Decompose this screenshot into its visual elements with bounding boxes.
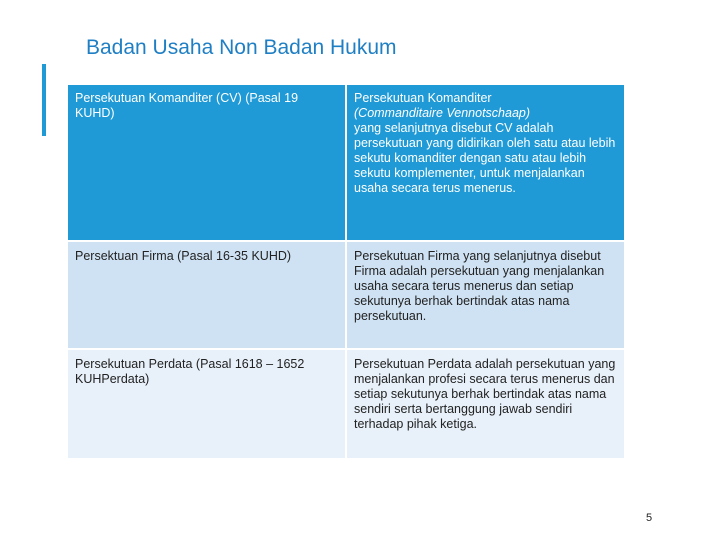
definition-text: yang selanjutnya disebut CV adalah persekutuan yang didirikan oleh satu atau lebih sekutu komanditer dengan satu atau lebih sekutu komplementer, untuk menjalankan usaha secara terus menerus. (354, 121, 616, 195)
accent-bar (42, 64, 46, 136)
definition-cell (346, 241, 625, 349)
definition-cell (346, 84, 625, 241)
term-cell (67, 241, 346, 349)
table-row (67, 349, 625, 459)
definition-heading: Persekutuan Komanditer (354, 91, 492, 105)
term-cell (67, 84, 346, 241)
term-text: Persekutuan Perdata (Pasal 1618 – 1652 KUHPerdata) (75, 357, 305, 386)
definition-text: Persekutuan Firma yang selanjutnya disebut Firma adalah persekutuan yang menjalankan usaha secara terus menerus dan setiap sekutunya berhak bertindak atas nama persekutuan. (354, 249, 605, 323)
slide-title: Badan Usaha Non Badan Hukum (86, 36, 397, 59)
definition-italic: (Commanditaire Vennotschaap) (354, 106, 531, 120)
term-text: Persektuan Firma (Pasal 16-35 KUHD) (75, 249, 292, 263)
definition-cell (346, 349, 625, 459)
table-row (67, 84, 625, 241)
definitions-table (66, 83, 626, 460)
term-cell (67, 349, 346, 459)
table-row (67, 241, 625, 349)
term-text: Persekutuan Komanditer (CV) (Pasal 19 KUHD) (75, 91, 299, 120)
definition-text: Persekutuan Perdata adalah persekutuan yang menjalankan profesi secara terus menerus dan setiap sekutunya berhak bertindak atas nama sendiri serta bertanggung jawab sendiri terhadap pihak ketiga. (354, 357, 616, 431)
page-number: 5 (646, 512, 653, 524)
